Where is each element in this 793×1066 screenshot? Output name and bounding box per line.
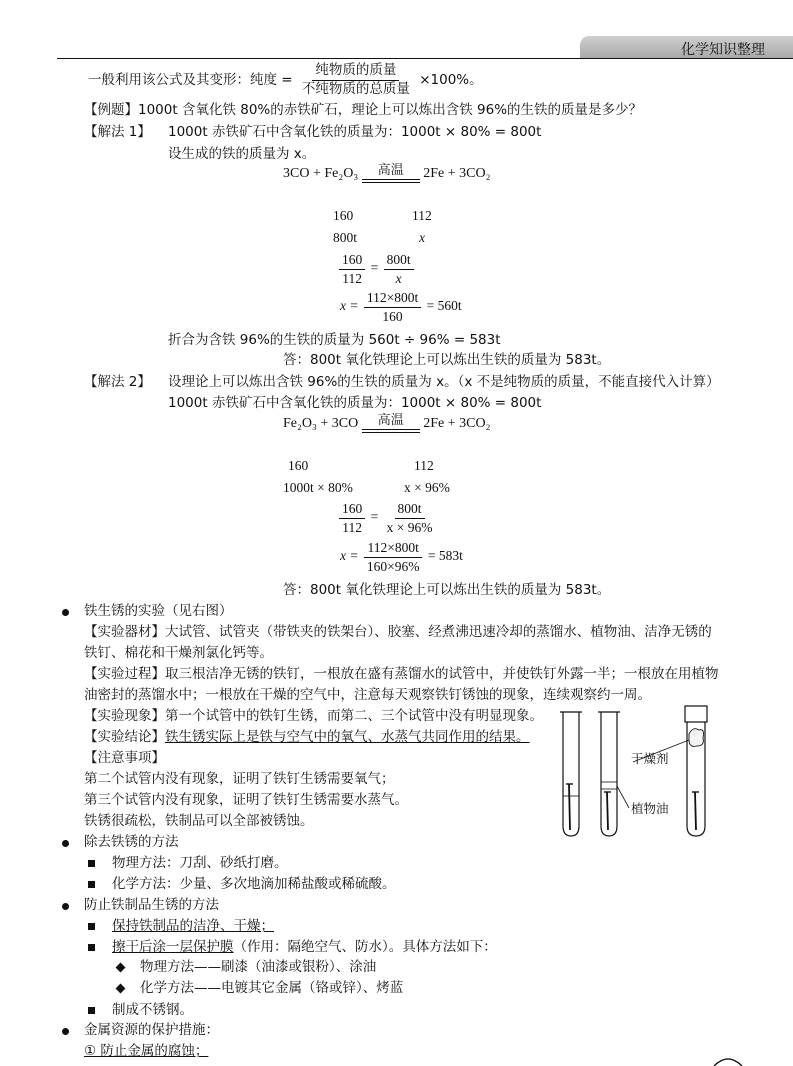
method2-p-num1: 160 [339,501,365,519]
rust-process2: 油密封的蒸馏水中；一根放在干燥的空气中，注意每天观察铁钉锈蚀的现象，连续观察约一周。 [84,687,651,703]
method1-mass-112: 112 [412,208,432,223]
intro-tail: ×100%。 [419,72,483,89]
method1-eq-left: 3CO + Fe₂O₃ [283,166,359,182]
method2-p-den2: x × 96% [386,519,433,535]
example-text: 1000t 含氧化铁 80%的赤铁矿石，理论上可以炼出含铁 96%的生铁的质量是多少？ [138,102,643,118]
remove-physical: 物理方法：刀刮、砂纸打磨。 [112,855,288,871]
rust-conclusion [84,729,530,745]
method2-val-2: x × 96% [404,480,450,495]
purity-fraction [299,63,413,97]
square-bullet [88,923,95,930]
method1-line2: 设生成的铁的质量为 x。 [168,146,316,162]
tube-water [560,712,582,836]
square-bullet [88,944,95,951]
method2-val-1: 1000t × 80% [283,480,353,495]
method2-result [340,540,463,574]
method1-result [340,290,462,324]
prevent-item2-rest: （作用：隔绝空气、防水）。具体方法如下： [233,939,497,955]
tube-dry [685,706,707,836]
resources-item1: ① 防止金属的腐蚀； [84,1043,209,1059]
method2-eq-right: 2Fe + 3CO₂ [423,416,491,432]
rust-note1: 第二个试管内没有现象，证明了铁钉生锈需要氧气； [84,771,395,787]
intro-lead: 一般利用该公式及其变形：纯度 = [88,72,293,89]
method1-p-num1: 160 [339,252,365,270]
method2-p-num2: 800t [395,501,425,519]
method1-val-800t: 800t [333,230,358,245]
method2-mass-112: 112 [414,458,434,473]
method2-line2: 1000t 赤铁矿石中含氧化铁的质量为：1000t × 80% = 800t [168,395,542,411]
method2-line1: 设理论上可以炼出含铁 96%的生铁的质量为 x。（x 不是纯物质的质量，不能直接代入计算） [168,374,720,390]
rust-notes-label: 【注意事项】 [84,750,165,766]
method1-equation [283,164,490,183]
purity-numerator: 纯物质的质量 [312,63,399,81]
rust-note2: 第三个试管内没有现象，证明了铁钉生锈需要水蒸气。 [84,792,408,808]
method1-r-lhs: x = [340,298,359,314]
square-bullet [88,1007,95,1014]
method2-eq-left: Fe₂O₃ + 3CO [283,416,359,432]
tube-oil [598,712,620,836]
diamond-bullet [116,963,126,973]
method1-mass-160: 160 [333,208,354,223]
method2-r-lhs: x = [340,548,359,564]
rust-materials: 【实验器材】大试管、试管夹（带铁夹的铁架台）、胶塞、经煮沸迅速冷却的蒸馏水、植物油、洁净无锈的 [84,624,712,640]
header-tab [580,36,793,58]
method1-r-res: = 560t [426,298,462,314]
prevent-sub1: 物理方法——刷漆（油漆或银粉）、涂油 [140,959,377,975]
method1-p-num2: 800t [384,252,414,270]
test-tube-figure [555,704,735,844]
method2-r-den: 160×96% [366,558,420,574]
prevent-title: 防止铁制品生锈的方法 [84,897,219,913]
remove-chemical: 化学方法：少量、多次地滴加稀盐酸或稀硫酸。 [112,876,396,892]
method2-r-res: = 583t [427,548,463,564]
prevent-item2 [112,939,497,955]
method1-convert: 折合为含铁 96%的生铁的质量为 560t ÷ 96% = 583t [168,332,501,348]
square-bullet [88,860,95,867]
method1-r-den: 160 [382,308,403,324]
method1-eq-right: 2Fe + 3CO₂ [423,166,491,182]
method2-answer: 答：800t 氧化铁理论上可以炼出生铁的质量为 583t。 [283,582,611,598]
fig-label-oil: 植物油 [631,801,669,816]
rust-conclusion-text: 铁生锈实际上是铁与空气中的氧气、水蒸气共同作用的结果。 [165,729,530,745]
method1-r-num: 112×800t [364,290,421,308]
header-title: 化学知识整理 [681,42,765,58]
method2-proportion: $\frac{160}{112}$ = $\frac{800t}{x \times 96\%}$ [337,501,437,535]
bullet-prevent [62,903,69,910]
method1-proportion: $\frac{160}{112}$ = $\frac{800t}{x}$ [337,252,416,286]
remove-title: 除去铁锈的方法 [84,834,179,850]
method2-condition: 高温 [377,413,404,428]
bullet-resources [62,1028,69,1035]
method1-label: 【解法 1】 [84,124,151,140]
example-label: 【例题】 [84,102,138,118]
page-number-arc [712,1056,744,1066]
method2-equation [283,414,490,433]
bullet-remove [62,840,69,847]
method2-r-num: 112×800t [364,540,421,558]
rust-conclusion-label: 【实验结论】 [84,729,165,745]
rust-phenomenon: 【实验现象】第一个试管中的铁钉生锈，而第二、三个试管中没有明显现象。 [84,708,543,724]
diamond-bullet [116,984,126,994]
square-bullet [88,881,95,888]
rust-process: 【实验过程】取三根洁净无锈的铁钉，一根放在盛有蒸馏水的试管中，并使铁钉外露一半；一根放在用植物 [84,666,719,682]
prevent-item1: 保持铁制品的洁净、干燥； [112,918,274,934]
bullet-rust [62,609,69,616]
method2-mass-160: 160 [288,458,309,473]
intro-formula [88,63,483,97]
purity-denominator: 不纯物质的总质量 [301,80,410,97]
fig-label-desiccant: 干燥剂 [631,751,669,766]
method1-answer: 答：800t 氧化铁理论上可以炼出生铁的质量为 583t。 [283,352,611,368]
prevent-item2-underlined: 擦干后涂一层保护膜 [112,939,234,955]
prevent-sub2: 化学方法——电镀其它金属（铬或锌）、烤蓝 [140,980,404,996]
method1-p-den1: 112 [342,270,362,286]
method1-line1: 1000t 赤铁矿石中含氧化铁的质量为：1000t × 80% = 800t [168,124,542,140]
method2-label: 【解法 2】 [84,374,151,390]
rust-note3: 铁锈很疏松，铁制品可以全部被锈蚀。 [84,813,314,829]
method1-val-x: x [419,230,425,245]
rust-title: 铁生锈的实验（见右图） [84,603,233,619]
method2-p-den1: 112 [342,519,362,535]
method1-condition: 高温 [377,163,404,178]
rust-materials2: 铁钉、棉花和干燥剂氯化钙等。 [84,645,273,661]
example-question [84,102,642,118]
method1-p-den2: x [395,270,402,286]
prevent-item3: 制成不锈钢。 [112,1002,193,1018]
resources-title: 金属资源的保护措施： [84,1022,219,1038]
